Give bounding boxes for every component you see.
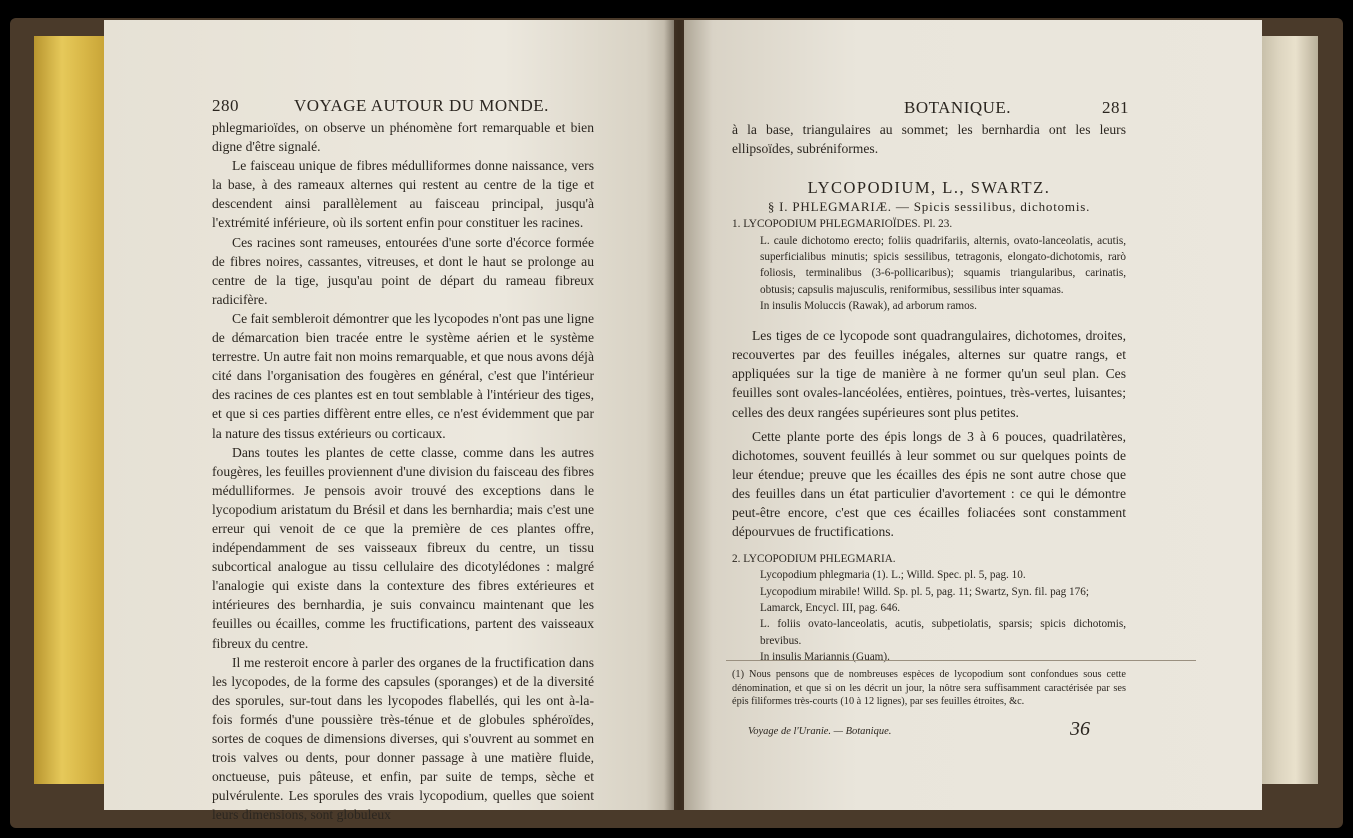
signature-line: Voyage de l'Uranie. — Botanique. — [748, 726, 892, 737]
left-page — [104, 20, 674, 823]
species-synonym: Lamarck, Encycl. III, pag. 646. — [760, 602, 901, 615]
section-heading: § I. PHLEGMARIÆ. — Spicis sessilibus, dichotomis. — [767, 199, 1091, 215]
species-synonym: Lycopodium phlegmaria (1). L.; Willd. Spec. pl. 5, pag. 10. — [760, 569, 1026, 582]
right-paragraph: Les tiges de ce lycopode sont quadrangulaires, dichotomes, droites, recouvertes par des feuilles inégales, alternes sur quatre rangs, et appliquées sur la tige de manière à ne former qu'un seul plan. Ces feuilles sont ovales-lancéolées, entières, pointues, très-vertes, luisantes; celles des deux rangées supérieures sont plus petites. — [732, 328, 1126, 420]
right-paragraph: Cette plante porte des épis longs de 3 à 6 pouces, quadrilatères, dichotomes, souvent feuillés à leur sommet ou sur quelques points de leur étendue; preuve que les écailles des épis ne sont autre chose que des feuilles dans un état particulier d'avortement : ce qui le démontre peut-être encore, c'est que ces écailles foliacées sont constamment dépourvues de fructifications. — [732, 428, 1126, 540]
species-description: L. caule dichotomo erecto; foliis quadrifariis, alternis, ovato-lanceolatis, acutis, superficialibus minutis; spicis sessilibus, tetragonis, elongato-dichotomis, rarò foliosis, terminalibus (3-6-pollicaribus); squamis triangularibus, carinatis, obtusis; capsulis majusculis, reniformibus, sessilibus inter squamas. — [760, 234, 1126, 296]
left-running-head: VOYAGE AUTOUR DU MONDE. — [294, 96, 549, 115]
left-paragraph: Dans toutes les plantes de cette classe, comme dans les autres fougères, les feuilles proviennent d'une division du faisceau des fibres médulliformes. Je pensois avoir trouvé des exceptions dans le lycopodium aristatum du Brésil et dans les bernhardia; mais c'est une erreur qui venoit de ce que la première de ces plantes offre, indépendamment de ses vaisseaux fibreux du centre, un tissu subcortical analogue au tissu cellulaire des dicotylédones : malgré l'analogie qui existe dans la contexture des fibres extérieures et intérieures des bernhardia, je suis convaincu maintenant que les feuilles ou écailles, comme les fructifications, partent des vaisseaux fibreux du centre. — [212, 444, 594, 651]
signature-number: 36 — [1070, 718, 1090, 740]
species-title: 1. LYCOPODIUM PHLEGMARIOÏDES. Pl. 23. — [732, 218, 953, 231]
right-page-number: 281 — [1102, 98, 1129, 117]
right-running-head: BOTANIQUE. — [904, 98, 1012, 117]
species-description: L. foliis ovato-lanceolatis, acutis, subpetiolatis, sparsis; spicis dichotomis, brevibus. — [760, 618, 1126, 647]
left-paragraph: Ce fait sembleroit démontrer que les lycopodes n'ont pas une ligne de démarcation bien tracée entre le système aérien et le système terrestre. Un autre fait non moins remarquable, et que nous avons déjà cité dans l'organisation des fougères en général, c'est que l'intérieur des racines de ces plantes est en tout semblable à l'intérieur des tiges, et que si ces parties diffèrent entre elles, ce n'est évidemment que par la nature des tissus extérieurs ou corticaux. — [212, 310, 594, 441]
species-entry-1 — [732, 216, 1126, 314]
intro-paragraph: à la base, triangulaires au sommet; les bernhardia ont les leurs ellipsoïdes, subréniformes. — [732, 122, 1126, 157]
species-habitat: In insulis Mariannis (Guam). — [760, 650, 890, 663]
species-title: 2. LYCOPODIUM PHLEGMARIA. — [732, 553, 896, 566]
left-page-number: 280 — [212, 96, 239, 115]
right-body-text — [732, 120, 1126, 665]
species-entry-2 — [732, 551, 1126, 665]
left-paragraph: phlegmarioïdes, on observe un phénomène fort remarquable et bien digne d'être signalé. — [212, 120, 594, 155]
right-page-edges — [1262, 36, 1318, 784]
species-synonym: Lycopodium mirabile! Willd. Sp. pl. 5, pag. 11; Swartz, Syn. fil. pag 176; — [760, 585, 1089, 598]
footnote: (1) Nous pensons que de nombreuses espèces de lycopodium sont confondues sous cette dénomination, et que si on les décrit un jour, la nôtre sera suffisamment caractérisée par ses épis filiformes très-courts (10 à 12 lignes), par ses feuilles étroites, &c. — [732, 669, 1126, 707]
left-paragraph: Ces racines sont rameuses, entourées d'une sorte d'écorce formée de fibres noires, cassantes, vitreuses, et dont le haut se prolonge au centre de la tige, jusqu'au point de départ du rameau fibreux radicifère. — [212, 234, 594, 307]
species-habitat: In insulis Moluccis (Rawak), ad arborum ramos. — [760, 299, 977, 312]
left-body-text — [212, 118, 594, 824]
right-page — [684, 20, 1262, 810]
left-paragraph: Le faisceau unique de fibres médulliformes donne naissance, vers la base, à des rameaux alternes qui restent au centre de la tige et descendent ainsi parallèlement au faisceau principal, jusqu'à l'extrémité inférieure, où ils sortent enfin pour constituer les racines. — [212, 158, 594, 231]
footnote-rule — [726, 660, 1196, 661]
left-paragraph: Il me resteroit encore à parler des organes de la fructification dans les lycopodes, de la forme des capsules (sporanges) et de la diversité des sporules, sur-tout dans les lycopodes flabellés, qui les ont à-la-fois formés d'une poussière très-ténue et de globules sphéroïdes, sortes de coques de dimensions diverses, qui s'ouvrent au sommet en trois valves ou dents, pour donner passage à une matière fluide, onctueuse, puis pâteuse, et enfin, par suite de temps, sèche et pulvérulente. Les sporules des vrais lycopodium, quelles que soient leurs dimensions, sont globuleux — [212, 654, 594, 823]
left-page-edges — [34, 36, 104, 784]
genus-heading: LYCOPODIUM, L., SWARTZ. — [807, 178, 1051, 198]
